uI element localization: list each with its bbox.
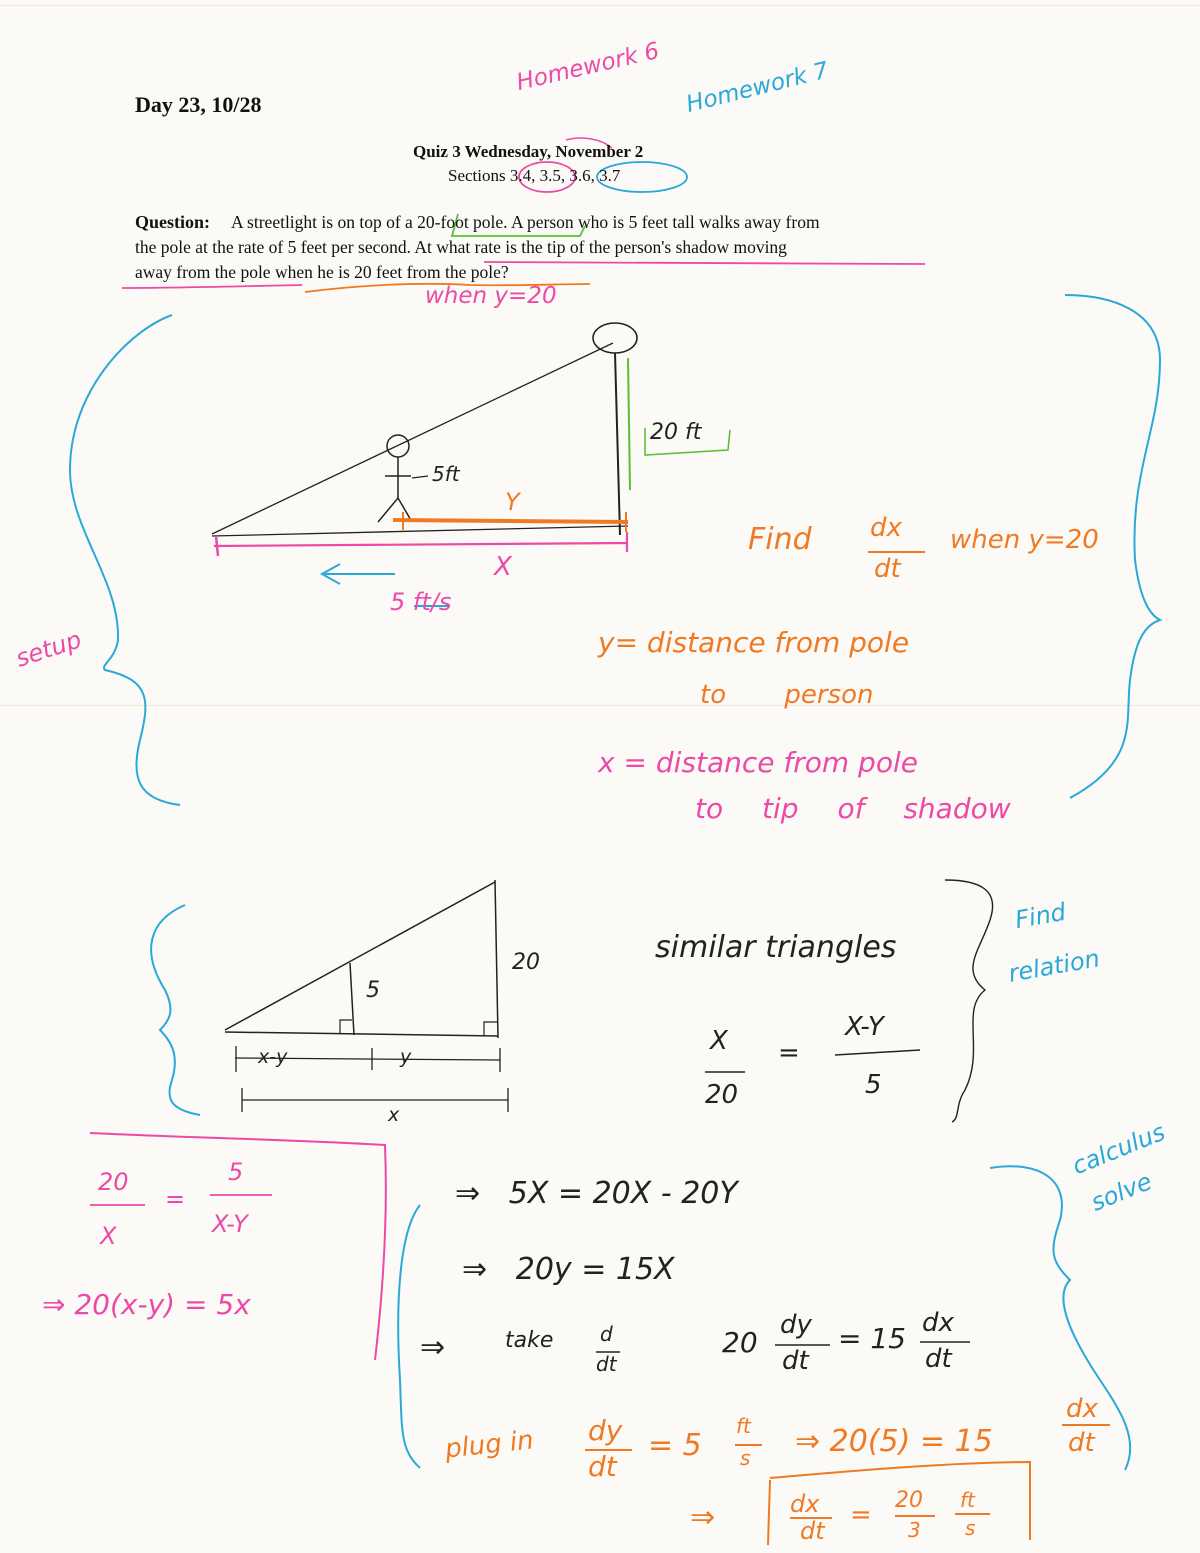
relation-equals: =	[778, 1038, 800, 1068]
homework7-note: Homework 7	[683, 57, 832, 118]
tri-big-leg	[495, 880, 498, 1038]
plug-value: = 5	[648, 1428, 702, 1463]
relation-brace-left	[151, 905, 200, 1115]
fraction2-numerator: X-Y	[845, 1012, 884, 1042]
plug-result-dt: dt	[1068, 1428, 1095, 1458]
final-20: 20	[895, 1488, 923, 1513]
pink-line-2: ⇒ 20(x-y) = 5x	[42, 1288, 251, 1321]
segment-y: y	[400, 1046, 412, 1068]
pole-height-label: 20 ft	[650, 420, 702, 445]
triangle-label-5: 5	[366, 978, 380, 1003]
calc-dx: dx	[922, 1308, 954, 1338]
x-definition-2: to tip of shadow	[695, 792, 1011, 825]
final-dx: dx	[790, 1490, 820, 1518]
question-label: Question:	[135, 212, 211, 232]
rate-label: 5 ft/s	[390, 588, 452, 616]
plug-dt: dt	[588, 1450, 617, 1483]
relation-brace-right	[945, 880, 993, 1122]
lamp	[593, 323, 637, 353]
tri-small-leg	[350, 963, 354, 1035]
pink-frac2-den: X-Y	[212, 1210, 248, 1238]
final-ft: ft	[960, 1488, 975, 1512]
quiz-line: Quiz 3 Wednesday, November 2	[413, 142, 644, 161]
question-underline-2	[122, 285, 302, 288]
calculus-label: calculus	[1068, 1117, 1170, 1181]
final-arrow: ⇒	[690, 1500, 716, 1535]
question-underline-1	[484, 262, 925, 264]
day-heading: Day 23, 10/28	[135, 92, 262, 117]
y-label: Y	[505, 488, 520, 516]
x-tick-left	[216, 536, 218, 556]
calc-take: take	[505, 1328, 554, 1353]
when-y-note: when y=20	[425, 283, 557, 309]
light-ray	[212, 343, 613, 534]
fraction2-denominator: 5	[865, 1070, 882, 1100]
segment-x: x	[388, 1104, 400, 1126]
solve-label: solve	[1087, 1167, 1156, 1217]
frac2-bar	[835, 1050, 920, 1055]
plug-unit-ft: ft	[736, 1414, 751, 1438]
final-dt: dt	[800, 1517, 825, 1545]
calc-take-dt: dt	[596, 1352, 617, 1376]
question-line-3: away from the pole when he is 20 feet from the pole?	[135, 262, 509, 282]
plug-result-dx: dx	[1066, 1394, 1098, 1424]
find-dt: dt	[874, 554, 901, 584]
person-height-label: 5ft	[432, 462, 460, 486]
pole	[615, 353, 620, 535]
calc-step-3-arrow: ⇒	[420, 1330, 446, 1365]
pink-frac1-den: X	[100, 1222, 117, 1250]
find-dx: dx	[870, 513, 902, 543]
calc-step-1: ⇒ 5X = 20X - 20Y	[455, 1176, 738, 1211]
homework6-note: Homework 6	[514, 37, 662, 96]
plug-dy: dy	[588, 1414, 623, 1447]
sections-line: Sections 3.4, 3.5, 3.6, 3.7	[448, 166, 621, 185]
calc-dy: dy	[780, 1310, 812, 1340]
triangle-label-20: 20	[512, 950, 540, 975]
fraction1-denominator: 20	[705, 1080, 739, 1110]
pink-equals: =	[165, 1185, 186, 1213]
calc-dt-1: dt	[782, 1346, 809, 1376]
right-angle-small	[340, 1020, 352, 1033]
calc-dt-2: dt	[925, 1344, 952, 1374]
calc-20: 20	[722, 1326, 758, 1359]
segment-x-minus-y: x-y	[258, 1046, 288, 1068]
find-when: when y=20	[950, 525, 1099, 555]
find-label: Find	[748, 522, 812, 557]
final-3: 3	[908, 1518, 921, 1542]
pink-frac2-num: 5	[228, 1158, 244, 1186]
x-segment	[214, 543, 628, 546]
calc-15: = 15	[838, 1322, 906, 1355]
calc-step-2: ⇒ 20y = 15X	[462, 1252, 675, 1287]
x-definition-1: x = distance from pole	[598, 746, 918, 779]
answer-box-left	[768, 1480, 770, 1545]
plug-in-label: plug in	[443, 1425, 536, 1465]
calc-take-d: d	[600, 1322, 613, 1346]
y-definition-2: to person	[700, 680, 874, 710]
ground-line	[212, 526, 628, 536]
plug-result: ⇒ 20(5) = 15	[795, 1424, 993, 1459]
final-equals: =	[850, 1500, 872, 1530]
plug-unit-s: s	[740, 1446, 751, 1470]
calc-brace-left	[398, 1205, 420, 1468]
tri-hypotenuse	[225, 882, 495, 1030]
question-line-1: A streetlight is on top of a 20-foot pole. A person who is 5 feet tall walks away from	[231, 212, 820, 232]
find-relation-label-1: Find	[1012, 897, 1068, 935]
setup-brace-left	[70, 315, 180, 805]
person-height-tick	[412, 476, 428, 478]
find-relation-label-2: relation	[1006, 944, 1102, 988]
fraction1-numerator: X	[710, 1026, 728, 1056]
y-segment	[393, 520, 628, 522]
x-label: X	[494, 552, 512, 582]
right-angle-big	[484, 1022, 497, 1036]
question-line-2: the pole at the rate of 5 feet per second. At what rate is the tip of the person's shadow moving	[135, 237, 787, 257]
tri-base	[225, 1032, 498, 1036]
setup-label: setup	[12, 625, 85, 673]
pink-frac1-num: 20	[98, 1168, 129, 1196]
similar-triangles: similar triangles	[655, 930, 897, 965]
y-definition-1: y= distance from pole	[598, 626, 910, 659]
final-s: s	[965, 1516, 976, 1540]
pole-height-marker	[628, 358, 630, 490]
